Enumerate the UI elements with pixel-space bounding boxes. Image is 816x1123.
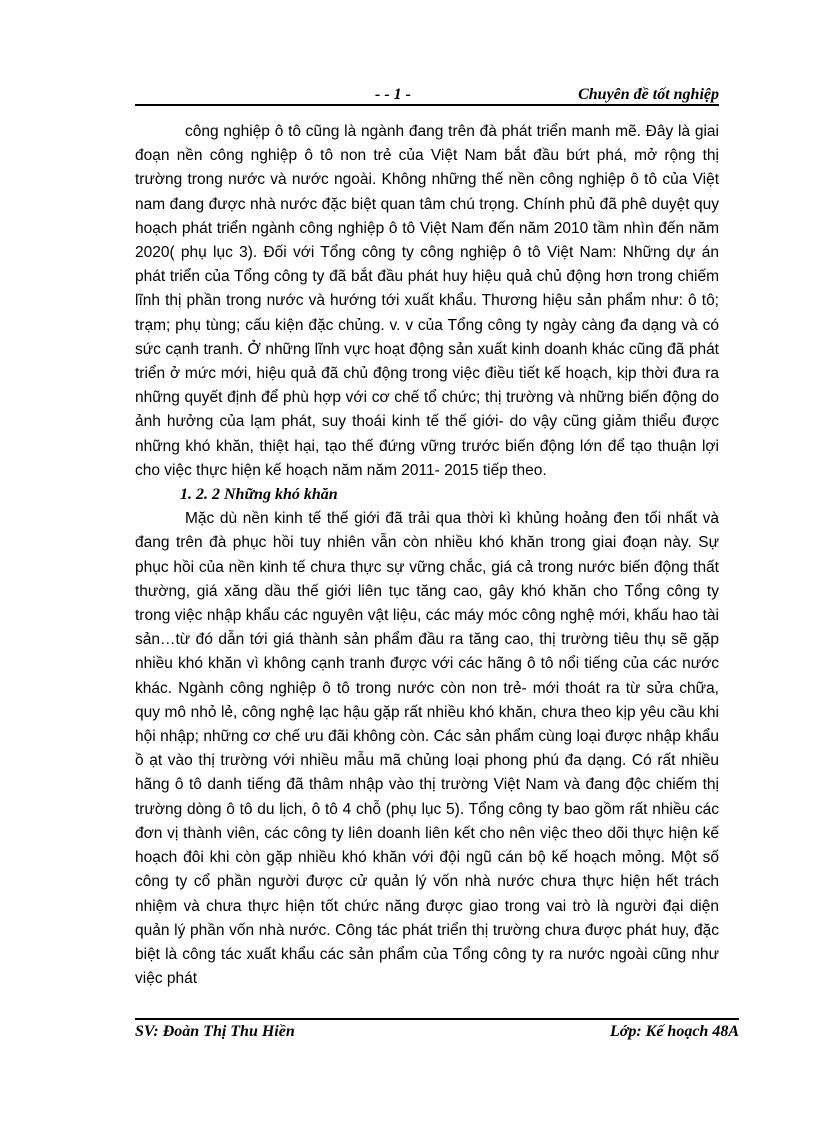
section-heading: 1. 2. 2 Những khó khăn — [180, 486, 338, 504]
student-name: SV: Đoàn Thị Thu Hiền — [135, 1023, 295, 1040]
body-paragraph: công nghiệp ô tô cũng là ngành đang trên đà phát triển manh mẽ. Đây là giai đoạn nền công nghiệp ô tô non trẻ của Việt Nam bắt đầu bứt phá, mở rộng thị trường trong nước và nước ngoài. Không những thế nền công nghiệp ô tô của Việt nam đang được nhà nước đặc biệt quan tâm chú trọng. Chính phủ đã phê duyệt quy hoạch phát triển ngành công nghiệp ô tô Việt Nam đến năm 2010 tầm nhìn đến năm 2020( phụ lục 3). Đối với Tổng công ty công nghiệp ô tô Việt Nam: Những dự án phát triển của Tổng công ty đã bắt đầu phát huy hiệu quả chủ động hơn trong chiếm lĩnh thị phần trong nước và hướng tới xuất khẩu. Thương hiệu sản phẩm như: ô tô; trạm; phụ tùng; cấu kiện đặc chủng. v. v của Tổng công ty ngày càng đa dạng và có sức cạnh tranh. Ở những lĩnh vực hoạt động sản xuất kinh doanh khác cũng đã phát triển ở mức mới, hiệu quả đã chủ động trong việc điều tiết kế hoạch, kịp thời đưa ra những quyết định để phù hợp với cơ chế tổ chức; thị trường và những biến động do ảnh hưởng của lạm phát, suy thoái kinh tế thế giới- do vậy cũng giảm thiểu được những khó khăn, thiệt hại, tạo thế đứng vững trước biến động lớn để tạo thuận lợi cho việc thực hiện kế hoạch năm năm 2011- 2015 tiếp theo. — [135, 123, 719, 479]
page-header — [135, 86, 719, 106]
page-footer — [135, 1018, 739, 1040]
page-number: - - 1 - — [375, 86, 411, 103]
body-paragraph: Mặc dù nền kinh tế thế giới đã trải qua thời kì khủng hoảng đen tối nhất và đang trên đà phục hồi tuy nhiên vẫn còn nhiều khó khăn trong giai đoạn này. Sự phục hồi của nền kinh tế chưa thực sự vững chắc, giá cả trong nước biến động thất thường, giá xăng dầu thế giới liên tục tăng cao, gây khó khăn cho Tổng công ty trong việc nhập khẩu các nguyên vật liệu, các máy móc công nghệ mới, khấu hao tài sản…từ đó dẫn tới giá thành sản phẩm đầu ra tăng cao, thị trường tiêu thụ sẽ gặp nhiều khó khăn vì không cạnh tranh được với các hãng ô tô nổi tiếng của các nước khác. Ngành công nghiệp ô tô trong nước còn non trẻ- mới thoát ra từ sửa chữa, quy mô nhỏ lẻ, công nghệ lạc hậu gặp rất nhiều khó khăn, chưa theo kịp yêu cầu khi hội nhập; những cơ chế ưu đãi không còn. Các sản phẩm cùng loại được nhập khẩu ồ ạt vào thị trường với nhiều mẫu mã chủng loại phong phú đa dạng. Có rất nhiều hãng ô tô danh tiếng đã thâm nhập vào thị trường Việt Nam và đang độc chiếm thị trường dòng ô tô du lịch, ô tô 4 chỗ (phụ lục 5). Tổng công ty bao gồm rất nhiều các đơn vị thành viên, các công ty liên doanh liên kết cho nên việc theo dõi thực hiện kế hoạch đôi khi còn gặp nhiều khó khăn với đội ngũ cán bộ kế hoạch mỏng. Một số công ty cổ phần người được cử quản lý vốn nhà nước chưa thực hiện hết trách nhiệm và chưa thực hiện tốt chức năng được giao trong vai trò là người đại diện quản lý phần vốn nhà nước. Công tác phát triển thị trường chưa được phát huy, đặc biệt là công tác xuất khẩu các sản phẩm của Tổng công ty ra nước ngoài cũng như việc phát — [135, 510, 719, 988]
document-body — [135, 120, 719, 991]
class-name: Lớp: Kế hoạch 48A — [609, 1023, 739, 1040]
document-title: Chuyên đề tốt nghiệp — [578, 86, 719, 103]
